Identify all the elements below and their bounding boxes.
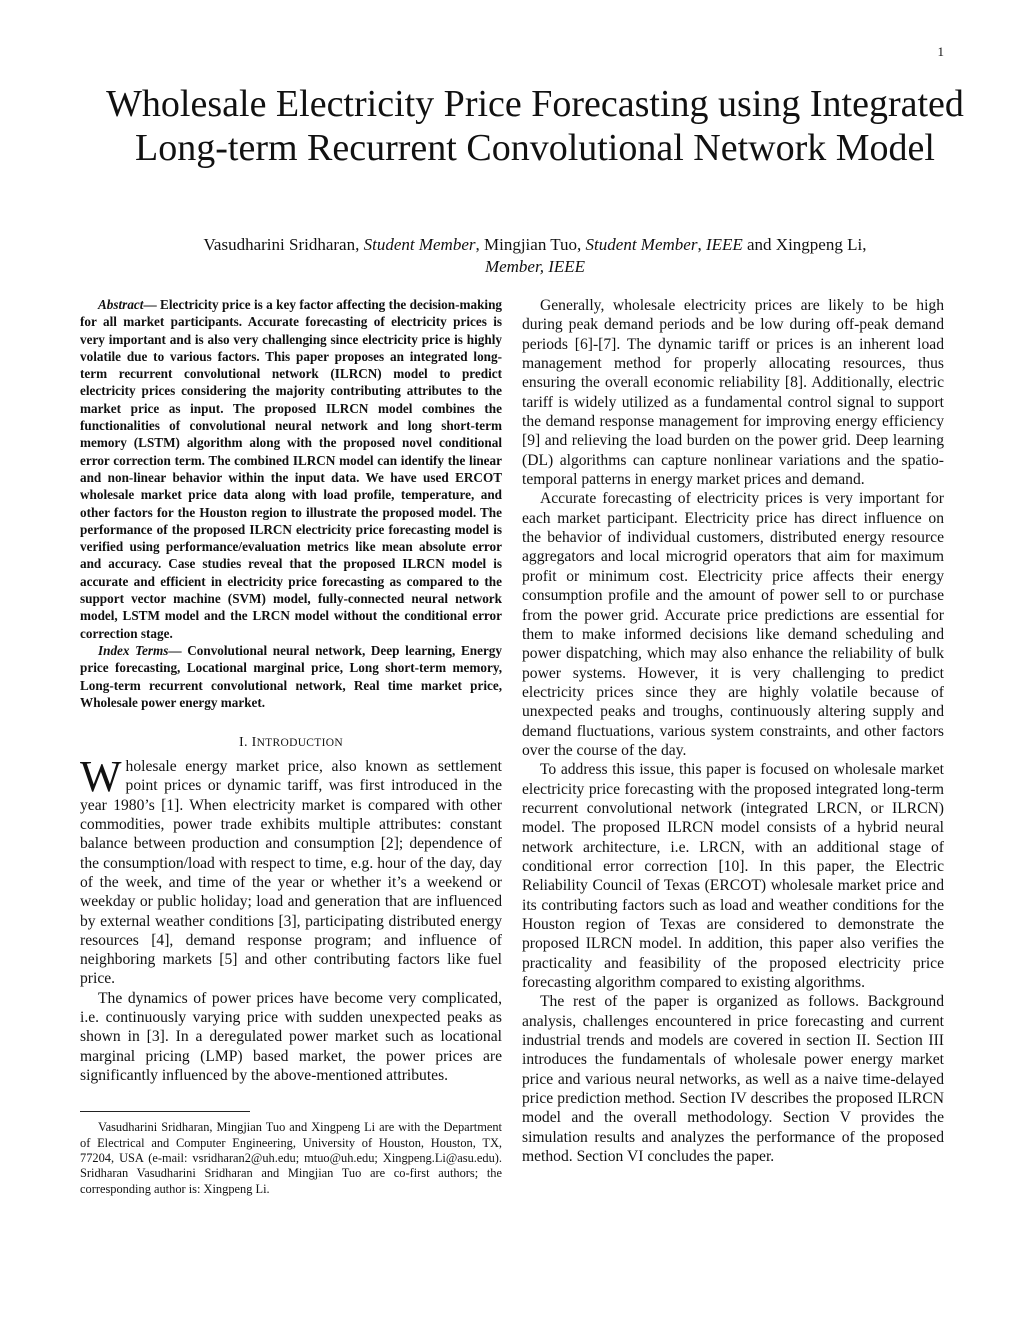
author-2-role: Student Member bbox=[585, 235, 698, 254]
index-terms bbox=[80, 642, 502, 711]
section-heading-introduction: I. INTRODUCTION bbox=[239, 735, 343, 751]
right-column bbox=[522, 296, 944, 1166]
abstract bbox=[80, 296, 502, 642]
author-2-org: IEEE bbox=[705, 235, 743, 254]
index-terms-label: Index Terms bbox=[98, 642, 169, 658]
intro-paragraph-2: The dynamics of power prices have become very complicated, i.e. continuously varying price with sudden unexpected peaks as shown in [3]. In a deregulated power market such as locational marginal pricing (LMP) based market, the power prices are significantly influenced by the above-mentioned attributes. bbox=[80, 989, 502, 1084]
index-terms-text: — Convolutional neural network, Deep learning, Energy price forecasting, Locational marginal price, Long short-term memory, Long-term recurrent convolutional network, Real time market price, Wholesale power energy market. bbox=[80, 642, 502, 710]
author-3-role: Member, IEEE bbox=[484, 257, 586, 276]
abstract-text: — Electricity price is a key factor affecting the decision-making for all market participants. Accurate forecasting of electricity prices is very important and is also very challenging since electricity price is highly volatile due to various factors. This paper proposes an integrated long-term recurrent convolutional network (ILRCN) model to predict electricity prices considering the majority contributing attributes to the market price as input. The proposed ILRCN model combines the functionalities of convolutional neural network and long short-term memory (LSTM) algorithm along with the proposed novel conditional error correction term. The combined ILRCN model can identify the linear and non-linear behavior within the input data. We have used ERCOT wholesale market price data along with load profile, temperature, and other factors for the Houston region to illustrate the proposed model. The performance of the proposed ILRCN electricity price forecasting model is verified using performance/evaluation metrics like mean absolute error and accuracy. Case studies reveal that the proposed ILRCN model is accurate and efficient in electricity price forecasting as compared to the support vector machine (SVM) model, fully-connected neural network model, LSTM model and the LRCN model without the conditional error correction stage. bbox=[80, 297, 502, 641]
author-1-role: Student Member bbox=[363, 235, 476, 254]
author-line bbox=[120, 234, 950, 278]
right-paragraph-4: The rest of the paper is organized as follows. Background analysis, challenges encountered in price forecasting and current industrial trends and models are covered in section II. Section III introduces the fundamentals of wholesale power energy market price and various neural networks, as well as a naive time-delayed price prediction method. Section IV describes the proposed ILRCN model and the overall methodology. Section V provides the simulation results and analyzes the performance of the proposed method. Section VI concludes the paper. bbox=[522, 993, 944, 1166]
footnote-divider bbox=[80, 1111, 250, 1112]
author-footnote: Vasudharini Sridharan, Mingjian Tuo and Xingpeng Li are with the Department of Electrical and Computer Engineering, University of Houston, Houston, TX, 77204, USA (e-mail: vsridharan2@uh.edu; mtuo@uh.edu; Xingpeng.Li@asu.edu). Sridharan Vasudharini Sridharan and Mingjian Tuo are co-first authors; the corresponding author is: Xingpeng Li. bbox=[80, 1120, 502, 1196]
page-number: 1 bbox=[937, 44, 944, 59]
abstract-label: Abstract bbox=[98, 297, 144, 312]
author-2: , Mingjian Tuo, bbox=[475, 235, 586, 254]
left-column bbox=[80, 296, 502, 1197]
intro-paragraph-1: Wholesale energy market price, also known as settlement point prices or dynamic tariff, was first introduced in the year 1980’s [1]. When electricity market is compared with other commodities, power trade exhibits multiple attributes: constant balance between production and consumption [2]; dependence of the consumption/load with respect to time, e.g. hour of the day, day of the week, and time of the year or whether it’s a weekend or weekday or public holiday; load and generation that are influenced by external weather conditions [3], participating distributed energy resources [4], demand response program; and influence of neighboring markets [5] and other contributing factors like fuel price. bbox=[80, 752, 502, 988]
author-2-sep: , bbox=[697, 235, 706, 254]
right-paragraph-1: Generally, wholesale electricity prices are likely to be high during peak demand periods and be low during off-peak demand periods [6]-[7]. The dynamic tariff or prices is an inherent load management method for properly allocating resources, thus ensuring the overall economic reliability [8]. Additionally, electric tariff is widely utilized as a fundamental control signal to support the demand response management for improving energy efficiency [9] and relieving the load burden on the power grid. Deep learning (DL) algorithms can capture nonlinear variations and the spatio-temporal patterns in energy market prices and demand. bbox=[522, 297, 944, 489]
right-paragraph-2: Accurate forecasting of electricity prices is very important for each market participant. Electricity price has direct influence on the behavior of individual customers, distributed energy resource aggregators and local microgrid operators that aim for maximum profit or minimum cost. Electricity price affects their energy consumption profile and the amount of power sell to or purchase from the power grid. Accurate price predictions are essential for them to make informed decisions like demand scheduling and power dispatching, which may also enhance the reliability of bulk power systems. However, it is very challenging to predict electricity prices since they are highly volatile because of unexpected peaks and troughs, continuously altering supply and demand fluctuations, various system constraints, and other factors over the course of the day. bbox=[522, 490, 944, 759]
author-1: Vasudharini Sridharan, bbox=[203, 235, 364, 254]
author-3: and Xingpeng Li, bbox=[742, 235, 867, 254]
paper-title: Wholesale Electricity Price Forecasting using Integrated Long-term Recurrent Convolutional Network Model bbox=[106, 83, 964, 169]
right-paragraph-3: To address this issue, this paper is focused on wholesale market electricity price forecasting with the proposed integrated long-term recurrent convolutional network (integrated LRCN, or ILRCN) model. The proposed ILRCN model consists of a hybrid neural network architecture, i.e. LRCN, with an additional stage of conditional error correction [10]. In this paper, the Electric Reliability Council of Texas (ERCOT) wholesale market price and its contributing factors such as load and weather conditions for the Houston region of Texas are considered to demonstrate the proposed ILRCN model. In addition, this paper also verifies the practicality and feasibility of the proposed electricity price forecasting algorithm compared to existing algorithms. bbox=[522, 761, 944, 992]
drop-cap: W bbox=[80, 752, 122, 802]
